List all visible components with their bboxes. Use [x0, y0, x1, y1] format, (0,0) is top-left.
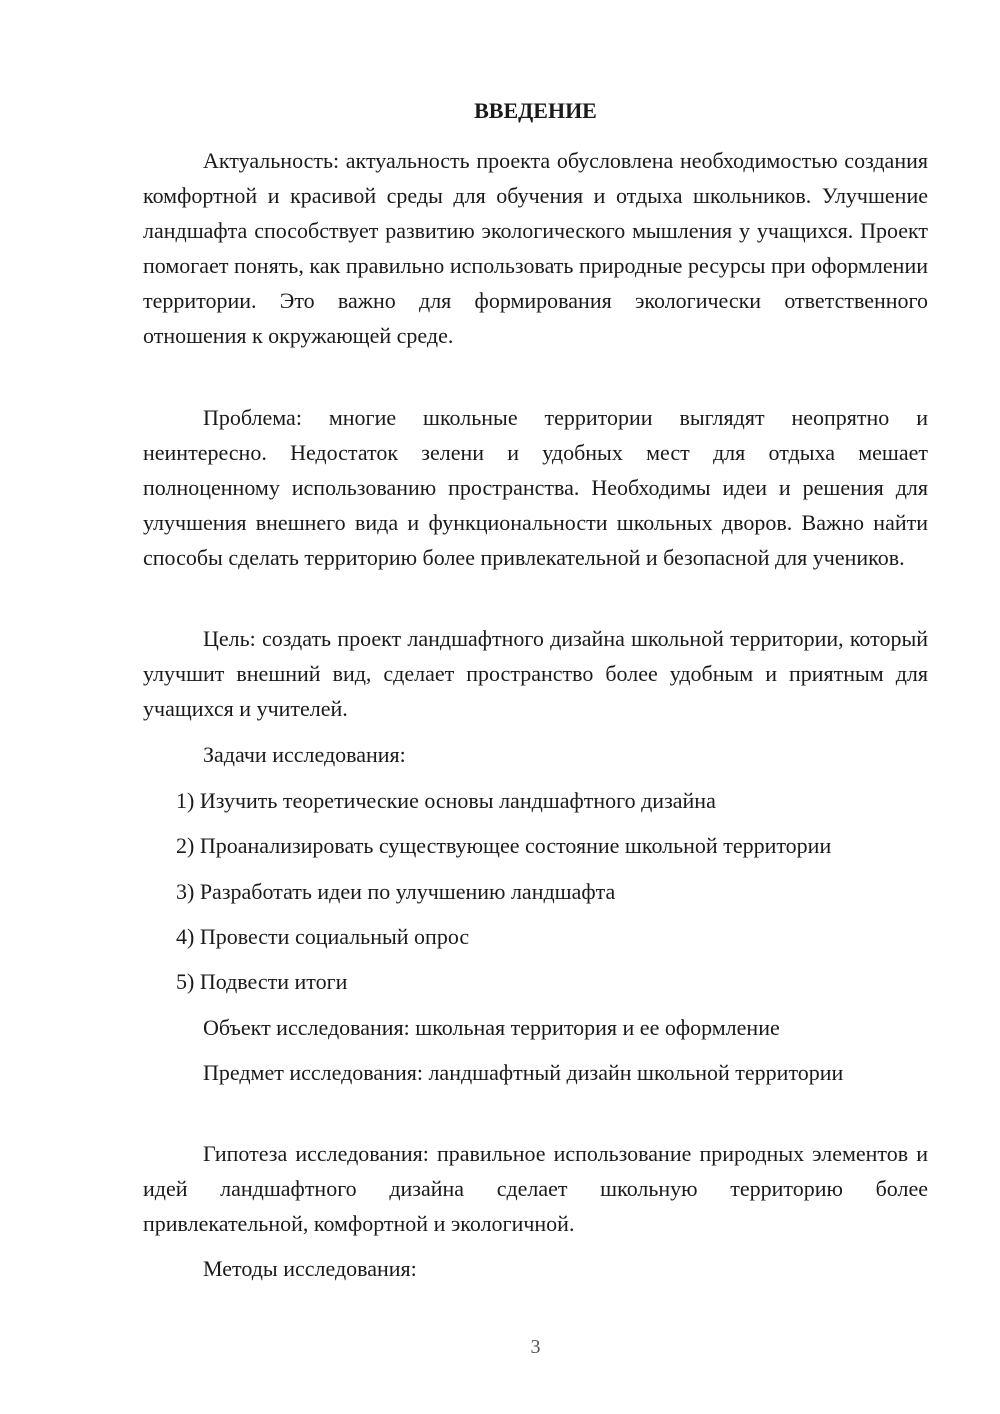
subject-paragraph: Предмет исследования: ландшафтный дизайн школьной территории: [203, 1060, 844, 1085]
relevance-paragraph: Актуальность: актуальность проекта обусловлена необходимостью создания комфортной и красивой среды для обучения и отдыха школьников. Улучшение ландшафта способствует развитию экологического мышления у учащихся. Проект помогает понять, как правильно использовать природные ресурсы при оформлении территории. Это важно для формирования экологически ответственного отношения к окружающей среде.: [143, 148, 928, 348]
task-item-5: 5) Подвести итоги: [176, 969, 348, 994]
page-number: 3: [530, 1336, 541, 1358]
hypothesis-paragraph: Гипотеза исследования: правильное использование природных элементов и идей ландшафтного дизайна сделает школьную территорию более привлекательной, комфортной и экологичной.: [143, 1141, 928, 1236]
goal-paragraph: Цель: создать проект ландшафтного дизайна школьной территории, который улучшит внешний вид, сделает пространство более удобным и приятным для учащихся и учителей.: [143, 626, 928, 721]
object-line: Объект исследования: школьная территория и ее оформление: [203, 1015, 780, 1040]
task-item-3: 3) Разработать идеи по улучшению ландшафта: [176, 879, 616, 904]
problem-paragraph: Проблема: многие школьные территории выглядят неопрятно и неинтересно. Недостаток зелени и удобных мест для отдыха мешает полноценному использованию пространства. Необходимы идеи и решения для улучшения внешнего вида и функциональности школьных дворов. Важно найти способы сделать территорию более привлекательной и безопасной для учеников.: [143, 405, 928, 570]
task-item-2: 2) Проанализировать существующее состояние школьной территории: [176, 833, 832, 858]
task-item-4: 4) Провести социальный опрос: [176, 924, 470, 949]
page-title: ВВЕДЕНИЕ: [474, 98, 597, 123]
task-item-1: 1) Изучить теоретические основы ландшафтного дизайна: [176, 788, 716, 813]
methods-title: Методы исследования:: [203, 1256, 417, 1281]
tasks-title: Задачи исследования:: [203, 742, 406, 767]
